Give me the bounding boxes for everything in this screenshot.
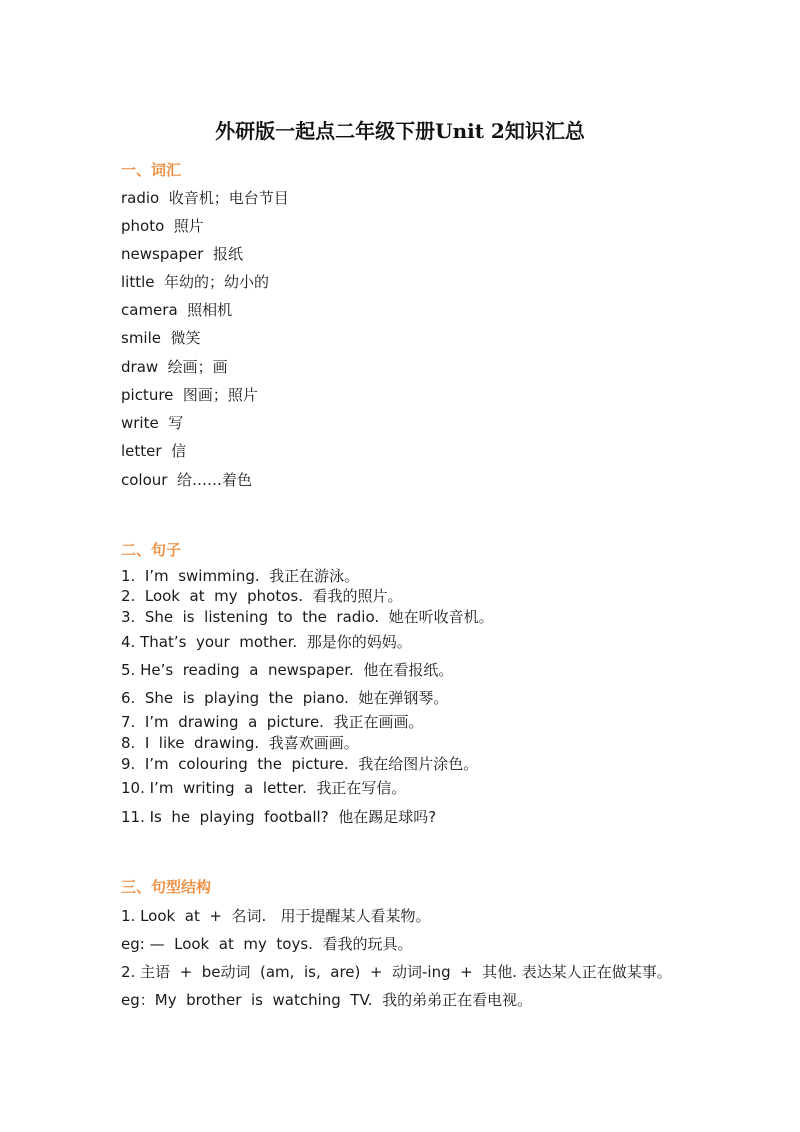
sentence-item: 11. Is he playing football? 他在踢足球吗? — [121, 808, 437, 826]
sentence-item: 5. He’s reading a newspaper. 他在看报纸。 — [121, 661, 454, 679]
vocab-item: newspaper 报纸 — [121, 245, 243, 263]
sentence-item: 1. I’m swimming. 我正在游泳。 — [121, 567, 360, 585]
vocab-item: draw 绘画；画 — [121, 358, 228, 376]
vocab-item: picture 图画；照片 — [121, 386, 258, 404]
sentence-item: 9. I’m colouring the picture. 我在给图片涂色。 — [121, 755, 479, 773]
structure-item: 2. 主语 + be动词 (am, is, are) + 动词-ing + 其他. 表达某人正在做某事。 — [121, 963, 672, 981]
sentence-item: 8. I like drawing. 我喜欢画画。 — [121, 734, 359, 752]
sentence-item: 4. That’s your mother. 那是你的妈妈。 — [121, 633, 412, 651]
vocab-item: little 年幼的；幼小的 — [121, 273, 270, 291]
sentence-item: 3. She is listening to the radio. 她在听收音机。 — [121, 608, 494, 626]
vocab-item: letter 信 — [121, 442, 187, 460]
vocab-item: photo 照片 — [121, 217, 204, 235]
structure-item: 1. Look at + 名词. 用于提醒某人看某物。 — [121, 907, 431, 925]
sentence-item: 10. I’m writing a letter. 我正在写信。 — [121, 779, 407, 797]
structure-example: eg: — Look at my toys. 看我的玩具。 — [121, 935, 413, 953]
structures-heading: 三、句型结构 — [121, 878, 212, 896]
sentence-item: 2. Look at my photos. 看我的照片。 — [121, 587, 403, 605]
document-title: 外研版一起点二年级下册Unit 2知识汇总 — [215, 119, 585, 143]
vocab-item: smile 微笑 — [121, 329, 201, 347]
structure-example: eg：My brother is watching TV. 我的弟弟正在看电视。 — [121, 991, 533, 1009]
vocab-heading: 一、词汇 — [121, 161, 182, 179]
vocab-item: colour 给……着色 — [121, 471, 252, 489]
vocab-item: camera 照相机 — [121, 301, 233, 319]
vocab-item: write 写 — [121, 414, 184, 432]
sentences-heading: 二、句子 — [121, 541, 182, 559]
sentence-item: 7. I’m drawing a picture. 我正在画画。 — [121, 713, 424, 731]
sentence-item: 6. She is playing the piano. 她在弹钢琴。 — [121, 689, 449, 707]
vocab-item: radio 收音机；电台节目 — [121, 189, 289, 207]
